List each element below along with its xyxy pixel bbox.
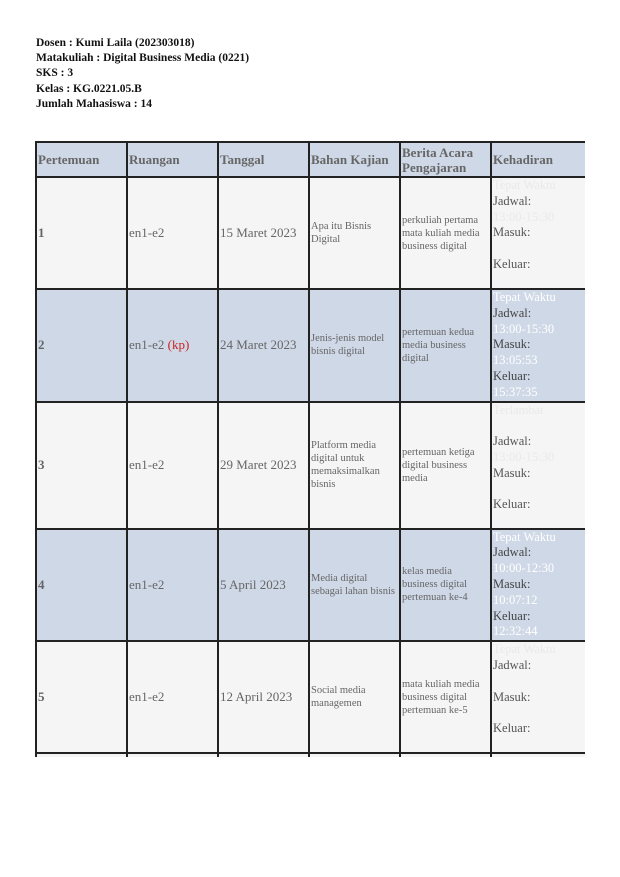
status-text: Tepat Waktu	[493, 529, 556, 544]
keluar-label: Keluar:	[493, 368, 531, 383]
attendance-table-container	[35, 141, 585, 757]
berita-acara-cell: pertemuan ketiga digital business media	[400, 402, 491, 529]
table-row	[36, 289, 585, 402]
dosen-line: Dosen : Kumi Laila (202303018)	[36, 37, 195, 49]
ruangan-cell	[127, 289, 218, 402]
masuk-label: Masuk:	[493, 465, 531, 480]
course-info	[36, 36, 249, 112]
jadwal-value: 13:00-15:30	[493, 449, 555, 464]
status-text: Tepat Waktu	[493, 178, 556, 192]
table-row	[36, 641, 585, 753]
bahan-kajian-cell: Social media managemen	[309, 641, 400, 753]
berita-acara-cell: pertemuan kedua media business digital	[400, 289, 491, 402]
column-header-ruangan: Ruangan	[127, 142, 218, 177]
pertemuan-cell: 4	[36, 529, 127, 642]
keluar-label: Keluar:	[493, 608, 531, 623]
tanggal-cell: 5 April 2023	[218, 529, 309, 642]
table-row	[36, 529, 585, 642]
jadwal-value	[493, 674, 584, 690]
masuk-label: Masuk:	[493, 576, 531, 591]
jadwal-label: Jadwal:	[493, 545, 532, 560]
ruangan-cell	[127, 529, 218, 642]
table-header-row	[36, 142, 585, 177]
ruangan-value: en1-e2	[129, 337, 165, 353]
table-row	[36, 177, 585, 289]
pertemuan-cell: 5	[36, 641, 127, 753]
jadwal-value: 13:00-15:30	[493, 321, 555, 336]
ruangan-value: en1-e2	[129, 689, 165, 705]
masuk-label: Masuk:	[493, 689, 531, 704]
tanggal-cell: 29 Maret 2023	[218, 402, 309, 529]
keluar-value: 12:32:44	[493, 624, 538, 639]
tanggal-cell: 12 April 2023	[218, 641, 309, 753]
keluar-label: Keluar:	[493, 256, 531, 271]
bahan-kajian-cell: Media digital sebagai lahan bisnis	[309, 529, 400, 642]
masuk-value	[493, 482, 584, 498]
berita-acara-cell: perkuliah pertama mata kuliah media business digital	[400, 177, 491, 289]
bahan-kajian-cell: Apa itu Bisnis Digital	[309, 177, 400, 289]
ruangan-cell	[127, 641, 218, 753]
masuk-label: Masuk:	[493, 225, 531, 240]
masuk-value	[493, 705, 584, 721]
table-row	[36, 402, 585, 529]
bahan-kajian-cell: Jenis-jenis model bisnis digital	[309, 289, 400, 402]
table-row	[36, 753, 585, 757]
kehadiran-cell	[491, 641, 585, 753]
masuk-value	[493, 241, 584, 257]
sks-line: SKS : 3	[36, 67, 74, 80]
kehadiran-cell	[491, 177, 585, 289]
kp-note: (kp)	[167, 337, 190, 353]
masuk-value: 13:05:53	[493, 353, 538, 368]
column-header-pertemuan: Pertemuan	[36, 142, 127, 177]
status-text: Terlambat	[493, 402, 544, 417]
keluar-label: Keluar:	[493, 721, 531, 736]
pertemuan-cell: 3	[36, 402, 127, 529]
kehadiran-cell	[491, 529, 585, 642]
bahan-kajian-cell: Platform media digital untuk memaksimalkan bisnis	[309, 402, 400, 529]
pertemuan-cell: 2	[36, 289, 127, 402]
kehadiran-cell	[491, 289, 585, 402]
ruangan-cell	[127, 177, 218, 289]
berita-acara-cell: kelas media business digital pertemuan ke-4	[400, 529, 491, 642]
tanggal-cell: 24 Maret 2023	[218, 289, 309, 402]
jadwal-label: Jadwal:	[493, 305, 532, 320]
keluar-value: 15:37:35	[493, 384, 538, 399]
ruangan-value: en1-e2	[129, 576, 165, 592]
column-header-tanggal: Tanggal	[218, 142, 309, 177]
status-text: Tepat Waktu	[493, 642, 556, 657]
jadwal-label: Jadwal:	[493, 193, 532, 208]
attendance-table	[35, 141, 585, 757]
jadwal-value: 13:00-15:30	[493, 209, 555, 224]
jumlah-mahasiswa-line: Jumlah Mahasiswa : 14	[36, 97, 152, 110]
masuk-value: 10:07:12	[493, 592, 538, 607]
column-header-kehadiran: Kehadiran	[491, 142, 585, 177]
tanggal-cell: 15 Maret 2023	[218, 177, 309, 289]
ruangan-value: en1-e2	[129, 457, 165, 473]
ruangan-cell	[127, 402, 218, 529]
masuk-label: Masuk:	[493, 337, 531, 352]
berita-acara-cell: mata kuliah media business digital pertemuan ke-5	[400, 641, 491, 753]
jadwal-label: Jadwal:	[493, 434, 532, 449]
status-text: Tepat Waktu	[493, 290, 556, 304]
column-header-bahan-kajian: Bahan Kajian	[309, 142, 400, 177]
jadwal-value: 10:00-12:30	[493, 561, 555, 576]
kehadiran-cell	[491, 402, 585, 529]
keluar-label: Keluar:	[493, 497, 531, 512]
pertemuan-cell: 1	[36, 177, 127, 289]
jadwal-label: Jadwal:	[493, 657, 532, 672]
ruangan-value: en1-e2	[129, 225, 165, 240]
kelas-line: Kelas : KG.0221.05.B	[36, 82, 142, 95]
column-header-berita-acara: Berita Acara Pengajaran	[400, 142, 491, 177]
matakuliah-line: Matakuliah : Digital Business Media (0221)	[36, 52, 250, 65]
